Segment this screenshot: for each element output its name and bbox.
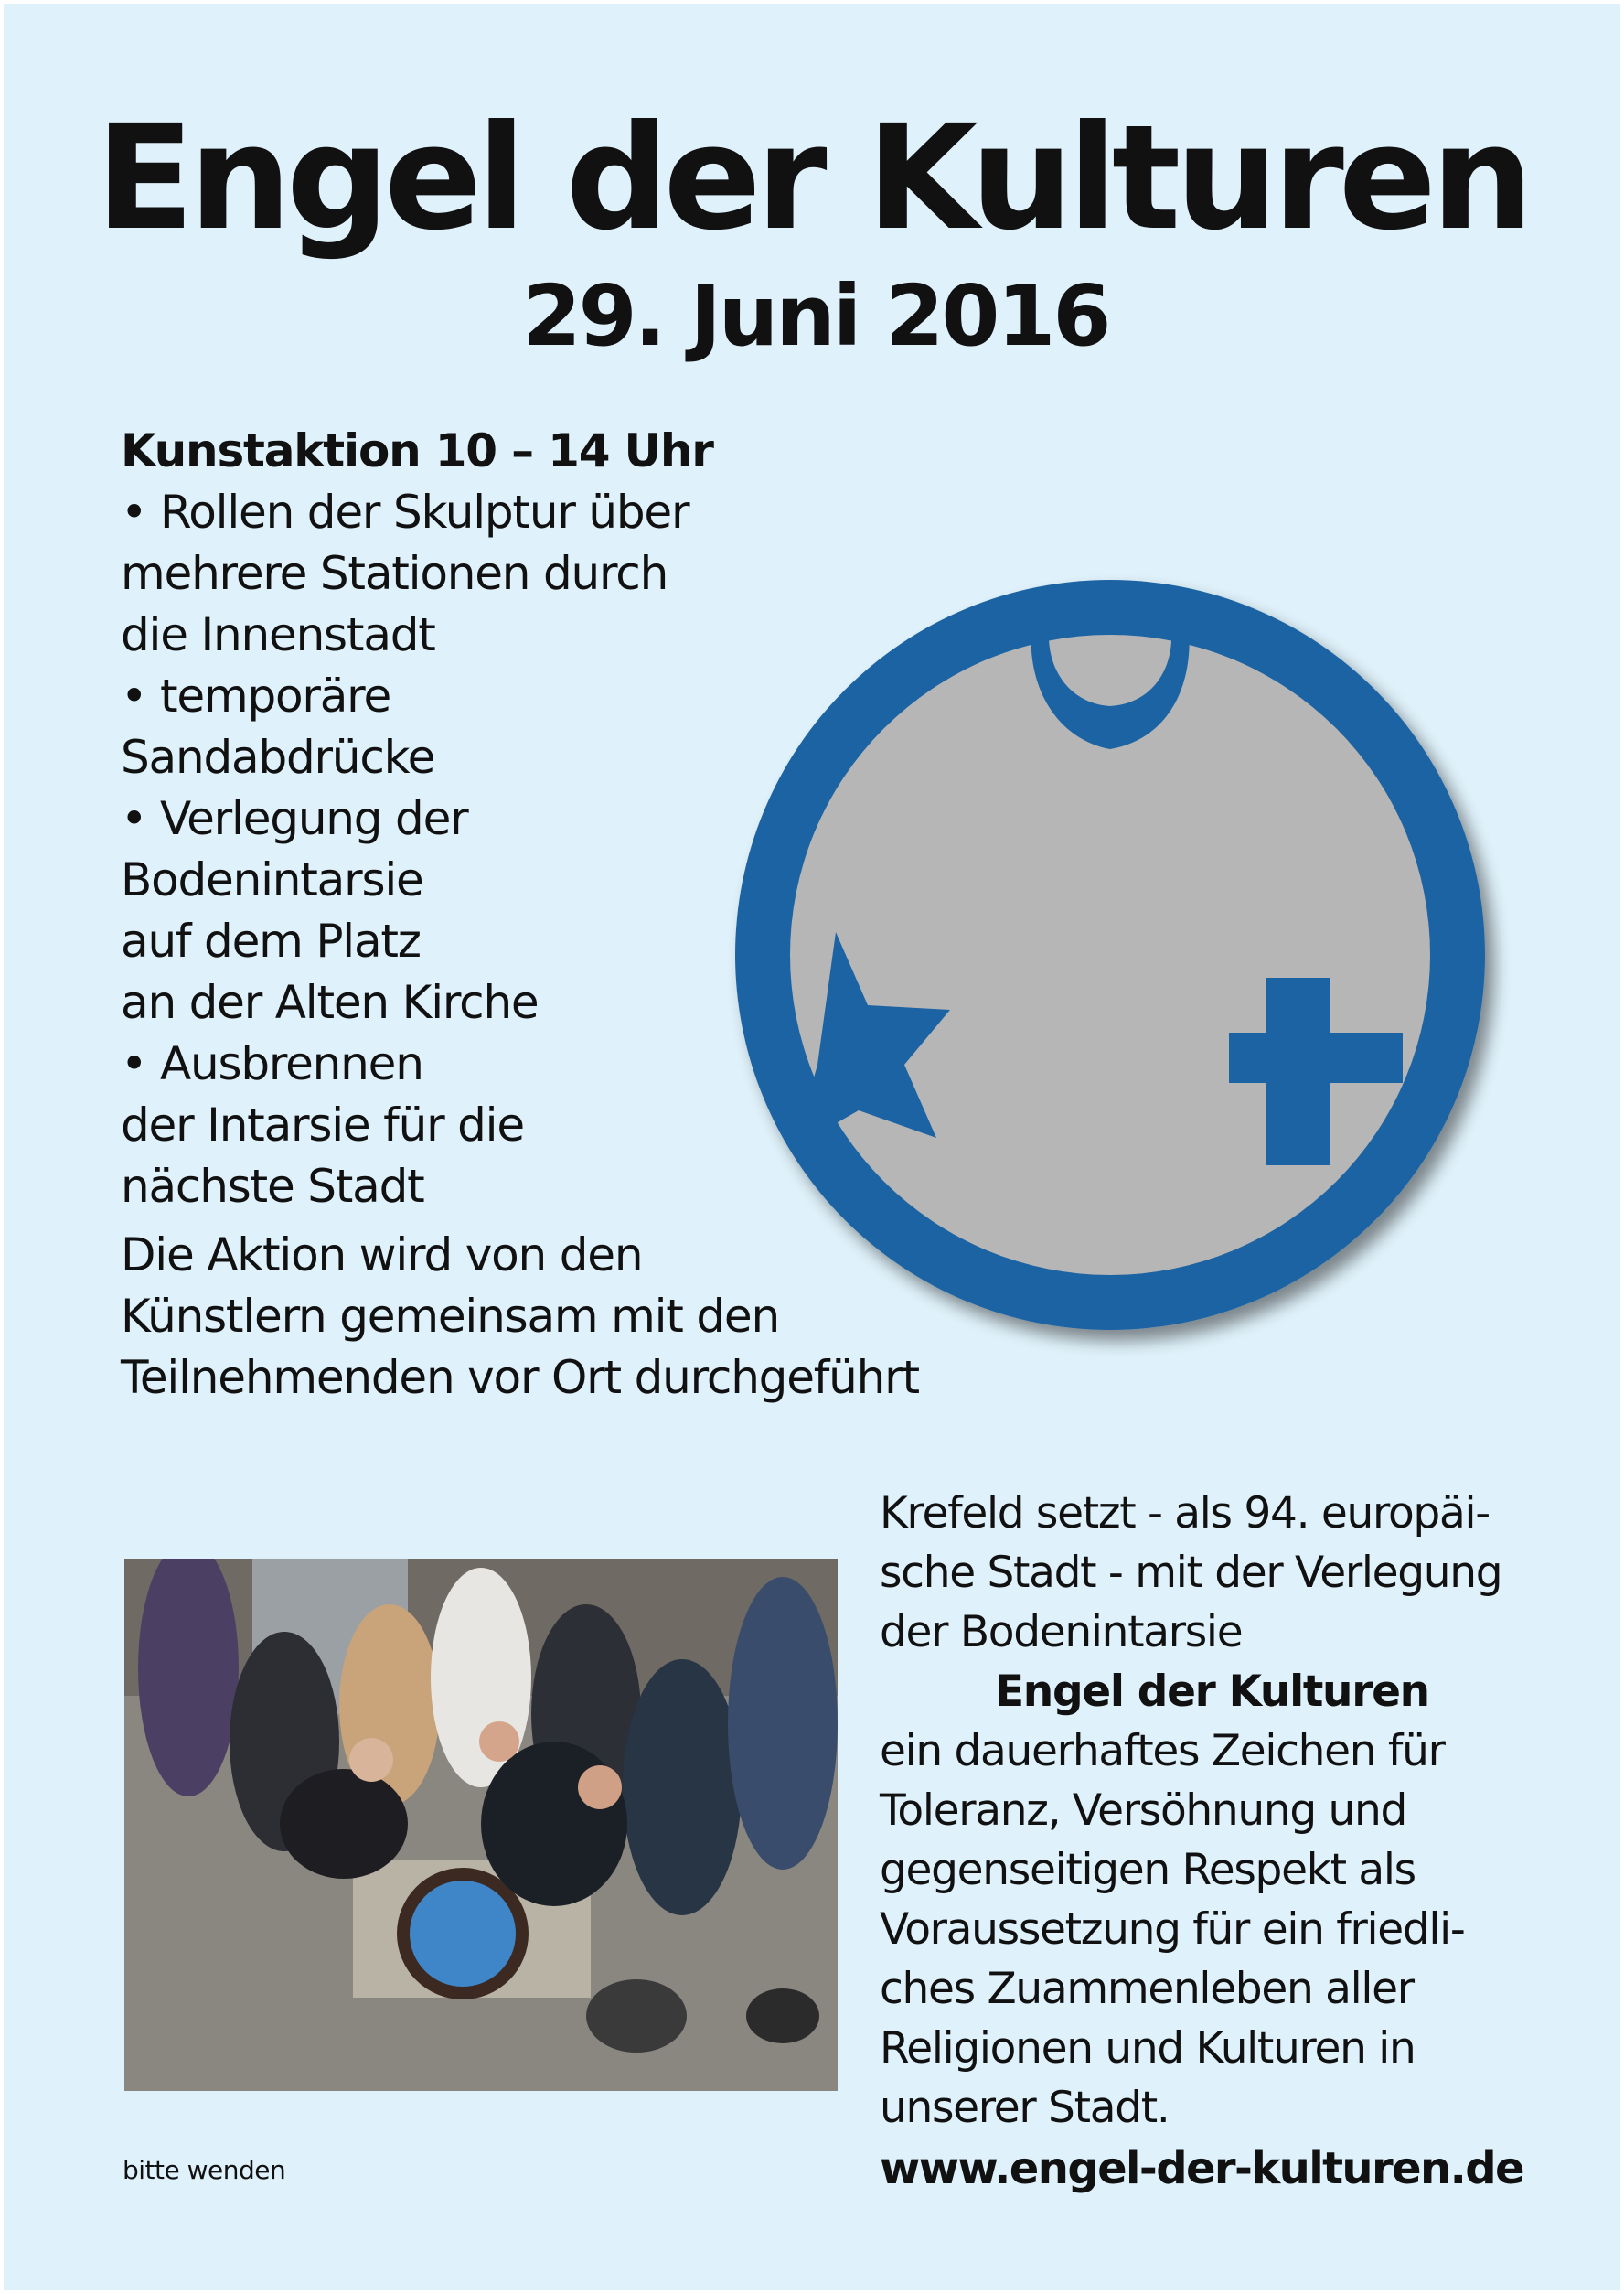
- dedication-line: ches Zuammenleben aller: [880, 1964, 1414, 2014]
- program-line: Sandabdrücke: [121, 731, 435, 784]
- dedication-line: unserer Stadt.: [880, 2083, 1170, 2133]
- dedication-line: Voraussetzung für ein friedli-: [880, 1904, 1465, 1955]
- program-line: auf dem Platz: [121, 915, 421, 968]
- dedication-line: sche Stadt - mit der Verlegung: [880, 1548, 1502, 1598]
- website-link[interactable]: www.engel-der-kulturen.de: [880, 2143, 1523, 2194]
- dedication-line: Religionen und Kulturen in: [880, 2023, 1416, 2074]
- angel-emblem: [708, 552, 1512, 1357]
- program-line: mehrere Stationen durch: [121, 547, 668, 600]
- event-date: 29. Juni 2016: [522, 267, 1109, 365]
- dedication-line: gegenseitigen Respekt als: [880, 1845, 1416, 1895]
- program-line: an der Alten Kirche: [121, 976, 539, 1029]
- program-line: Bodenintarsie: [121, 853, 423, 906]
- dedication-text: [880, 1484, 1602, 2199]
- program-line: • Ausbrennen: [121, 1037, 423, 1090]
- program-line: • Verlegung der: [121, 792, 468, 845]
- program-line: • Rollen der Skulptur über: [121, 486, 689, 539]
- poster-page: [4, 4, 1620, 2290]
- ceremony-photo: [124, 1559, 838, 2091]
- poster-title: Engel der Kulturen: [95, 94, 1529, 263]
- program-line: nächste Stadt: [121, 1160, 424, 1213]
- inlay-blue: [410, 1881, 516, 1987]
- program-line: der Intarsie für die: [121, 1099, 524, 1152]
- program-line: • temporäre: [121, 670, 391, 723]
- program-heading: Kunstaktion 10 – 14 Uhr: [121, 424, 713, 477]
- description-line: Die Aktion wird von den: [121, 1228, 643, 1281]
- dedication-line: Krefeld setzt - als 94. europäi-: [880, 1488, 1490, 1538]
- dedication-line: der Bodenintarsie: [880, 1607, 1243, 1657]
- dedication-line: ein dauerhaftes Zeichen für: [880, 1726, 1445, 1776]
- dedication-highlight: Engel der Kulturen: [995, 1667, 1429, 1717]
- description-line: Teilnehmenden vor Ort durchgeführt: [121, 1351, 919, 1404]
- program-line: die Innenstadt: [121, 608, 435, 661]
- dedication-line: Toleranz, Versöhnung und: [880, 1785, 1407, 1836]
- description-line: Künstlern gemeinsam mit den: [121, 1290, 779, 1343]
- please-turn-note: bitte wenden: [123, 2155, 286, 2185]
